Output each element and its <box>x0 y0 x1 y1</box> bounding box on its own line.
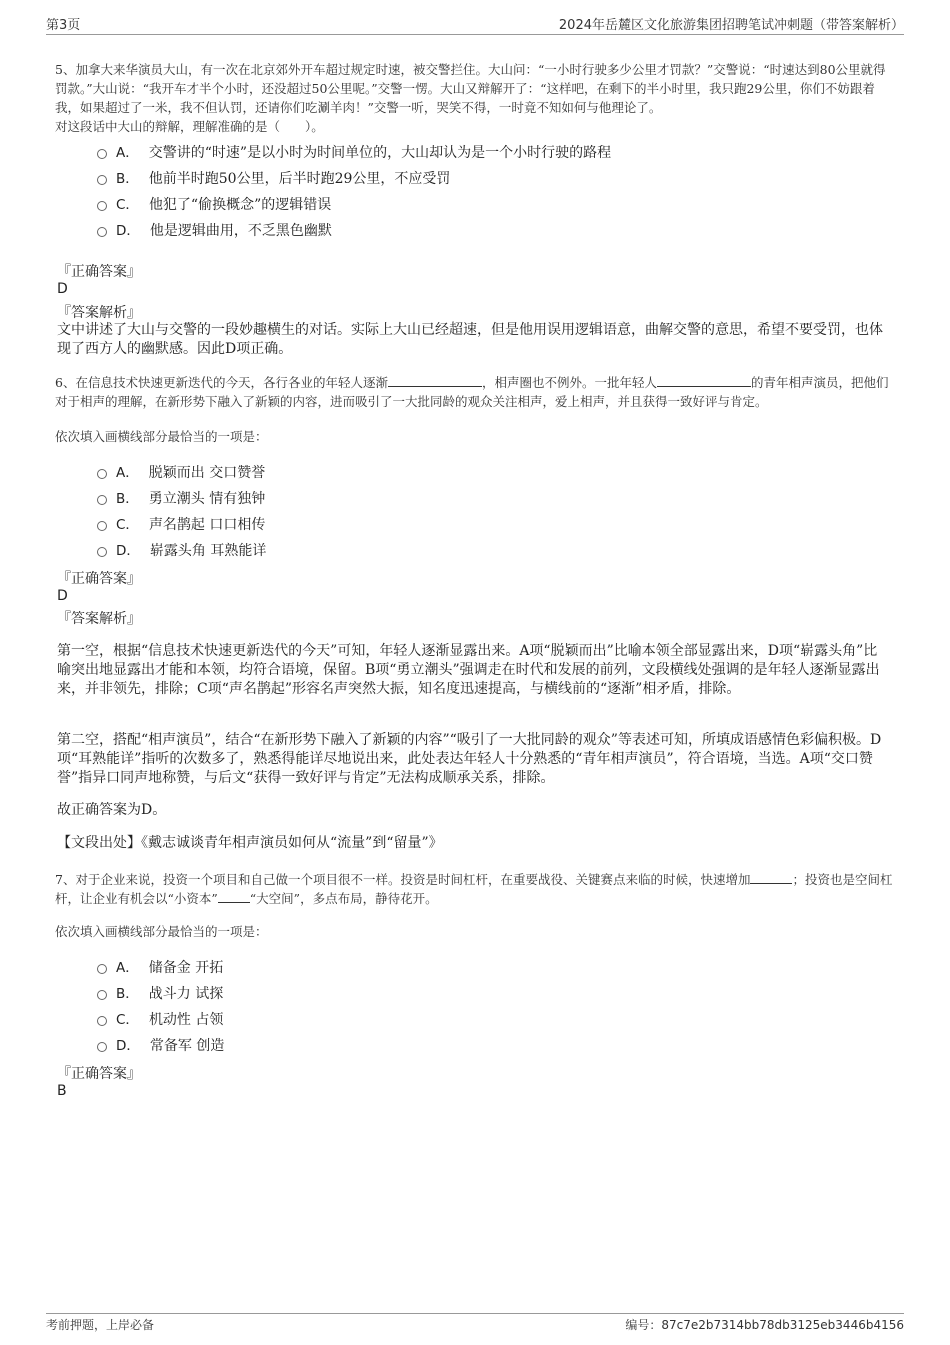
q5-answer-label: 『正确答案』 <box>57 264 141 280</box>
radio-icon[interactable] <box>97 201 107 211</box>
q7-option-b[interactable]: B． 战斗力 试探 <box>97 981 224 1007</box>
radio-icon[interactable] <box>97 1042 107 1052</box>
q5-analysis-label: 『答案解析』 <box>57 305 141 321</box>
radio-icon[interactable] <box>97 1016 107 1026</box>
radio-icon[interactable] <box>97 149 107 159</box>
radio-icon[interactable] <box>97 521 107 531</box>
q5-question: 对这段话中大山的辩解，理解准确的是（ ）。 <box>55 119 324 134</box>
q6-instruction: 依次填入画横线部分最恰当的一项是： <box>55 429 268 444</box>
q6-option-d[interactable]: D． 崭露头角 耳熟能详 <box>97 538 266 564</box>
q6-analysis-p1: 第一空，根据“信息技术快速更新迭代的今天”可知，年轻人逐渐显露出来。A项“脱颖而出”比喻本领全部显露出来，D项“崭露头角”比喻突出地显露出才能和本领，均符合语境，保留。B项“勇立潮头”强调走在时代和发展的前列，文段横线处强调的是年轻人逐渐显露出来，并非领先，排除；C项“声名鹊起”形容名声突然大振，知名度迅速提高，与横线前的“逐渐”相矛盾，排除。 <box>57 643 880 697</box>
page-footer <box>46 1313 904 1334</box>
radio-icon[interactable] <box>97 964 107 974</box>
q6-blank-1[interactable] <box>388 374 482 387</box>
q5-option-a[interactable]: A． 交警讲的“时速”是以小时为时间单位的，大山却认为是一个小时行驶的路程 <box>97 140 611 166</box>
q6-source-title: 《戴志诚谈青年相声演员如何从“流量”到“留量”》 <box>141 835 443 851</box>
q6-option-b[interactable]: B． 勇立潮头 情有独钟 <box>97 486 266 512</box>
q6-stem: 6、在信息技术快速更新迭代的今天，各行各业的年轻人逐渐 ，相声圈也不例外。一批年轻人 的青年相声演员，把他们对于相声的理解，在新形势下融入了新颖的内容，进而吸引了一大批同龄的观众关注相声，爱上相声，并且获得一致好评与肯定。 <box>55 375 889 409</box>
q5-options <box>97 140 611 244</box>
q5-analysis: 文中讲述了大山与交警的一段妙趣横生的对话。实际上大山已经超速，但是他用误用逻辑语意，曲解交警的意思，希望不要受罚，也体现了西方人的幽默感。因此D项正确。 <box>57 322 883 357</box>
q7-answer: B <box>57 1083 67 1099</box>
q5-option-d[interactable]: D． 他是逻辑曲用，不乏黑色幽默 <box>97 218 611 244</box>
q6-source <box>57 834 887 853</box>
q7-blank-2[interactable] <box>218 890 250 903</box>
q7-option-d[interactable]: D． 常备军 创造 <box>97 1033 224 1059</box>
radio-icon[interactable] <box>97 547 107 557</box>
q5-answer: D <box>57 281 68 297</box>
q7-instruction: 依次填入画横线部分最恰当的一项是： <box>55 924 268 939</box>
q6-blank-2[interactable] <box>657 374 751 387</box>
document-code: 编号：87c7e2b7314bb78db3125eb3446b4156 <box>625 1318 904 1332</box>
q6-option-c[interactable]: C． 声名鹊起 口口相传 <box>97 512 266 538</box>
q6-source-label: 【文段出处】 <box>57 835 141 851</box>
q7-blank-1[interactable] <box>750 871 792 884</box>
q6-analysis-p2: 第二空，搭配“相声演员”，结合“在新形势下融入了新颖的内容”“吸引了一大批同龄的观众”等表述可知，所填成语感情色彩偏积极。D项“耳熟能详”指听的次数多了，熟悉得能详尽地说出来，此处表达年轻人十分熟悉的“青年相声演员”，符合语境，当选。A项“交口赞誉”指异口同声地称赞，与后文“获得一致好评与肯定”无法构成顺承关系，排除。 <box>57 732 882 786</box>
page-header <box>46 12 904 35</box>
document-title: 2024年岳麓区文化旅游集团招聘笔试冲刺题（带答案解析） <box>558 18 904 33</box>
q7-option-a[interactable]: A． 储备金 开拓 <box>97 955 224 981</box>
q5-option-c[interactable]: C． 他犯了“偷换概念”的逻辑错误 <box>97 192 611 218</box>
footer-slogan: 考前押题，上岸必备 <box>46 1318 155 1332</box>
q7-answer-label: 『正确答案』 <box>57 1066 141 1082</box>
q5-stem: 5、加拿大来华演员大山，有一次在北京郊外开车超过规定时速，被交警拦住。大山问：“一小时行驶多少公里才罚款？”交警说：“时速达到80公里就得罚款。”大山说：“我开车才半个小时，还没超过50公里呢。”交警一愣。大山又辩解开了：“这样吧，在剩下的半小时里，我只跑29公里，你们不妨跟着我，如果超过了一米，我不但认罚，还请你们吃涮羊肉！”交警一听，哭笑不得，一时竟不知如何与他理论了。 对这段话中大山的辩解，理解准确的是（ ）。 <box>55 62 886 134</box>
q6-answer: D <box>57 588 68 604</box>
page-number: 第3页 <box>46 18 81 33</box>
q6-analysis-label: 『答案解析』 <box>57 611 141 627</box>
q6-analysis-p3: 故正确答案为D。 <box>57 802 167 818</box>
q6-option-a[interactable]: A． 脱颖而出 交口赞誉 <box>97 460 266 486</box>
q7-stem: 7、对于企业来说，投资一个项目和自己做一个项目很不一样。投资是时间杠杆，在重要战役、关键赛点来临的时候，快速增加 ；投资也是空间杠杆，让企业有机会以“小资本” “大空间”，多点布局，静待花开。 <box>55 872 893 906</box>
radio-icon[interactable] <box>97 469 107 479</box>
q6-answer-label: 『正确答案』 <box>57 571 141 587</box>
radio-icon[interactable] <box>97 227 107 237</box>
radio-icon[interactable] <box>97 990 107 1000</box>
radio-icon[interactable] <box>97 495 107 505</box>
q7-options <box>97 955 224 1059</box>
q7-option-c[interactable]: C． 机动性 占领 <box>97 1007 224 1033</box>
q5-option-b[interactable]: B． 他前半时跑50公里，后半时跑29公里，不应受罚 <box>97 166 611 192</box>
radio-icon[interactable] <box>97 175 107 185</box>
q6-options <box>97 460 266 564</box>
